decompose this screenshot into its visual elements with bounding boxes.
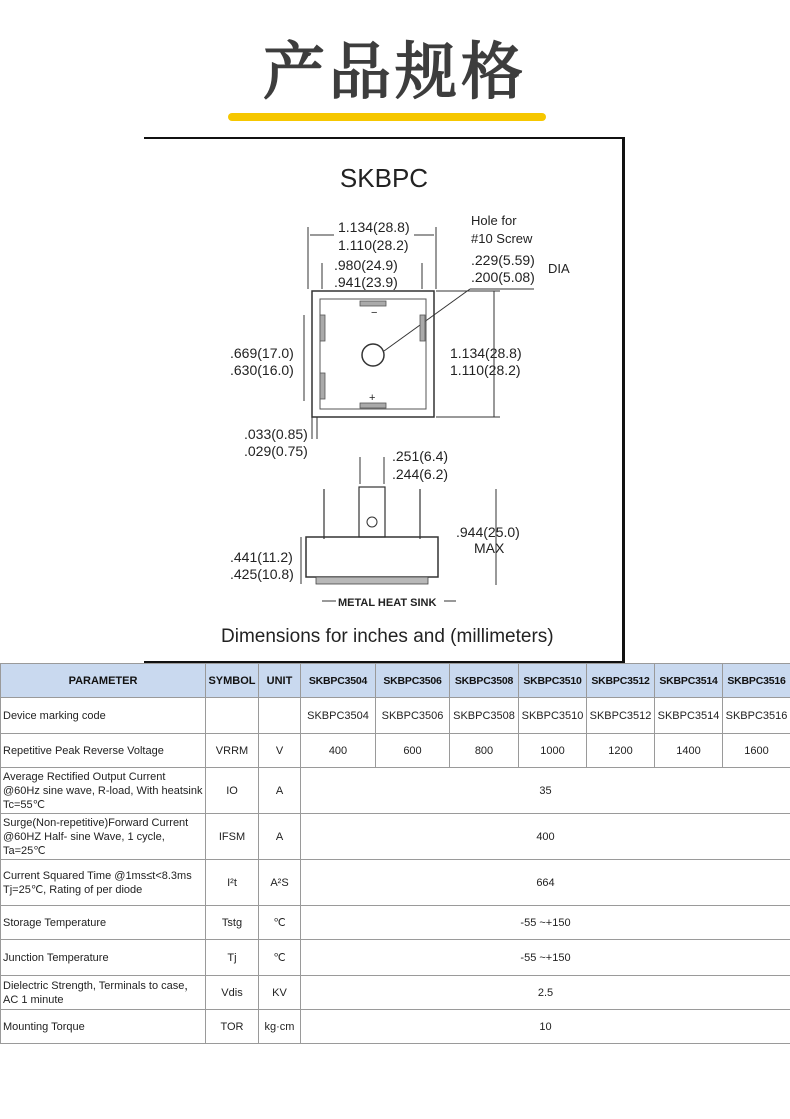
param-unit: A²S [259, 860, 301, 906]
lead-thickness-min: .029(0.75) [244, 443, 308, 459]
param-unit: KV [259, 976, 301, 1010]
param-value: 1200 [587, 734, 655, 768]
param-symbol: TOR [206, 1010, 259, 1044]
table-row [1, 768, 790, 814]
param-value: 400 [301, 734, 376, 768]
lead-thickness-max: .033(0.85) [244, 426, 308, 442]
param-value: 1000 [519, 734, 587, 768]
header-symbol: SYMBOL [206, 664, 259, 698]
param-symbol: IFSM [206, 814, 259, 860]
hole-dia-max: .229(5.59) [471, 252, 535, 268]
param-name: Average Rectified Output Current @60Hz sine wave, R-load, With heatsink Tc=55℃ [1, 768, 206, 814]
param-symbol: Tstg [206, 906, 259, 940]
title-underline [228, 113, 546, 121]
param-name: Mounting Torque [1, 1010, 206, 1044]
param-unit: kg·cm [259, 1010, 301, 1044]
table-row [1, 906, 790, 940]
table-row [1, 698, 790, 734]
param-value: 800 [450, 734, 519, 768]
heatsink-plate [316, 577, 428, 584]
param-value: 664 [301, 860, 790, 906]
param-value: 1400 [655, 734, 723, 768]
spec-table [0, 663, 790, 1044]
param-name: Storage Temperature [1, 906, 206, 940]
table-header-row [1, 664, 790, 698]
param-value: 10 [301, 1010, 790, 1044]
lead-width-max: .251(6.4) [392, 448, 449, 464]
param-value: 1600 [723, 734, 790, 768]
dimension-diagram [144, 139, 622, 661]
param-name: Current Squared Time @1ms≤t<8.3ms Tj=25℃, Rating of per diode [1, 860, 206, 906]
inner-width-max: .980(24.9) [334, 257, 398, 273]
param-value: SKBPC3504 [301, 698, 376, 734]
param-unit: A [259, 768, 301, 814]
param-unit: V [259, 734, 301, 768]
param-symbol: Vdis [206, 976, 259, 1010]
minus-terminal-mark: − [371, 307, 378, 319]
header-model: SKBPC3506 [376, 664, 450, 698]
param-value: 2.5 [301, 976, 790, 1010]
header-model: SKBPC3508 [450, 664, 519, 698]
center-lead [359, 487, 385, 537]
table-row [1, 976, 790, 1010]
param-unit: ℃ [259, 906, 301, 940]
param-symbol [206, 698, 259, 734]
header-parameter: PARAMETER [1, 664, 206, 698]
header-model: SKBPC3516 [723, 664, 790, 698]
param-value: -55 ~+150 [301, 906, 790, 940]
dimension-drawing [144, 137, 625, 664]
max-height-label: MAX [474, 540, 505, 556]
left-height-max: .669(17.0) [230, 345, 294, 361]
param-name: Dielectric Strength, Terminals to case，AC 1 minute [1, 976, 206, 1010]
param-value: SKBPC3508 [450, 698, 519, 734]
param-unit: ℃ [259, 940, 301, 976]
param-value: 400 [301, 814, 790, 860]
param-name: Junction Temperature [1, 940, 206, 976]
table-row [1, 860, 790, 906]
max-height-value: .944(25.0) [456, 524, 520, 540]
table-row [1, 814, 790, 860]
param-value: SKBPC3516 [723, 698, 790, 734]
param-symbol: I²t [206, 860, 259, 906]
param-value: SKBPC3506 [376, 698, 450, 734]
hole-dia-min: .200(5.08) [471, 269, 535, 285]
package-name: SKBPC [339, 163, 429, 193]
plus-terminal-mark: + [369, 392, 376, 404]
param-symbol: Tj [206, 940, 259, 976]
param-value: -55 ~+150 [301, 940, 790, 976]
body-height-max: .441(11.2) [230, 549, 293, 565]
dimension-caption: Dimensions for inches and (millimeters) [221, 626, 554, 647]
param-name: Surge(Non-repetitive)Forward Current @60HZ Half- sine Wave, 1 cycle, Ta=25℃ [1, 814, 206, 860]
param-name: Repetitive Peak Reverse Voltage [1, 734, 206, 768]
inner-width-min: .941(23.9) [334, 274, 398, 290]
param-unit: A [259, 814, 301, 860]
param-symbol: IO [206, 768, 259, 814]
lead-width-min: .244(6.2) [392, 466, 449, 482]
hole-label-line1: Hole for [471, 213, 517, 228]
right-height-min: 1.110(28.2) [450, 362, 521, 378]
hole-label-line2: #10 Screw [471, 231, 533, 246]
param-symbol: VRRM [206, 734, 259, 768]
param-name: Device marking code [1, 698, 206, 734]
param-value: 35 [301, 768, 790, 814]
header-unit: UNIT [259, 664, 301, 698]
header-model: SKBPC3514 [655, 664, 723, 698]
page-title: 产品规格 [262, 35, 527, 108]
body-height-min: .425(10.8) [230, 566, 294, 582]
param-value: SKBPC3510 [519, 698, 587, 734]
table-row [1, 940, 790, 976]
param-unit [259, 698, 301, 734]
param-value: 600 [376, 734, 450, 768]
param-value: SKBPC3512 [587, 698, 655, 734]
heatsink-label: METAL HEAT SINK [338, 597, 437, 609]
outer-width-max: 1.134(28.8) [338, 219, 410, 235]
table-row [1, 734, 790, 768]
header-model: SKBPC3510 [519, 664, 587, 698]
param-value: SKBPC3514 [655, 698, 723, 734]
mounting-hole [362, 344, 384, 366]
outer-width-min: 1.110(28.2) [338, 237, 409, 253]
table-row [1, 1010, 790, 1044]
header-model: SKBPC3512 [587, 664, 655, 698]
dia-label: DIA [548, 261, 570, 276]
package-side-view [306, 537, 438, 577]
header-model: SKBPC3504 [301, 664, 376, 698]
left-height-min: .630(16.0) [230, 362, 294, 378]
right-height-max: 1.134(28.8) [450, 345, 522, 361]
